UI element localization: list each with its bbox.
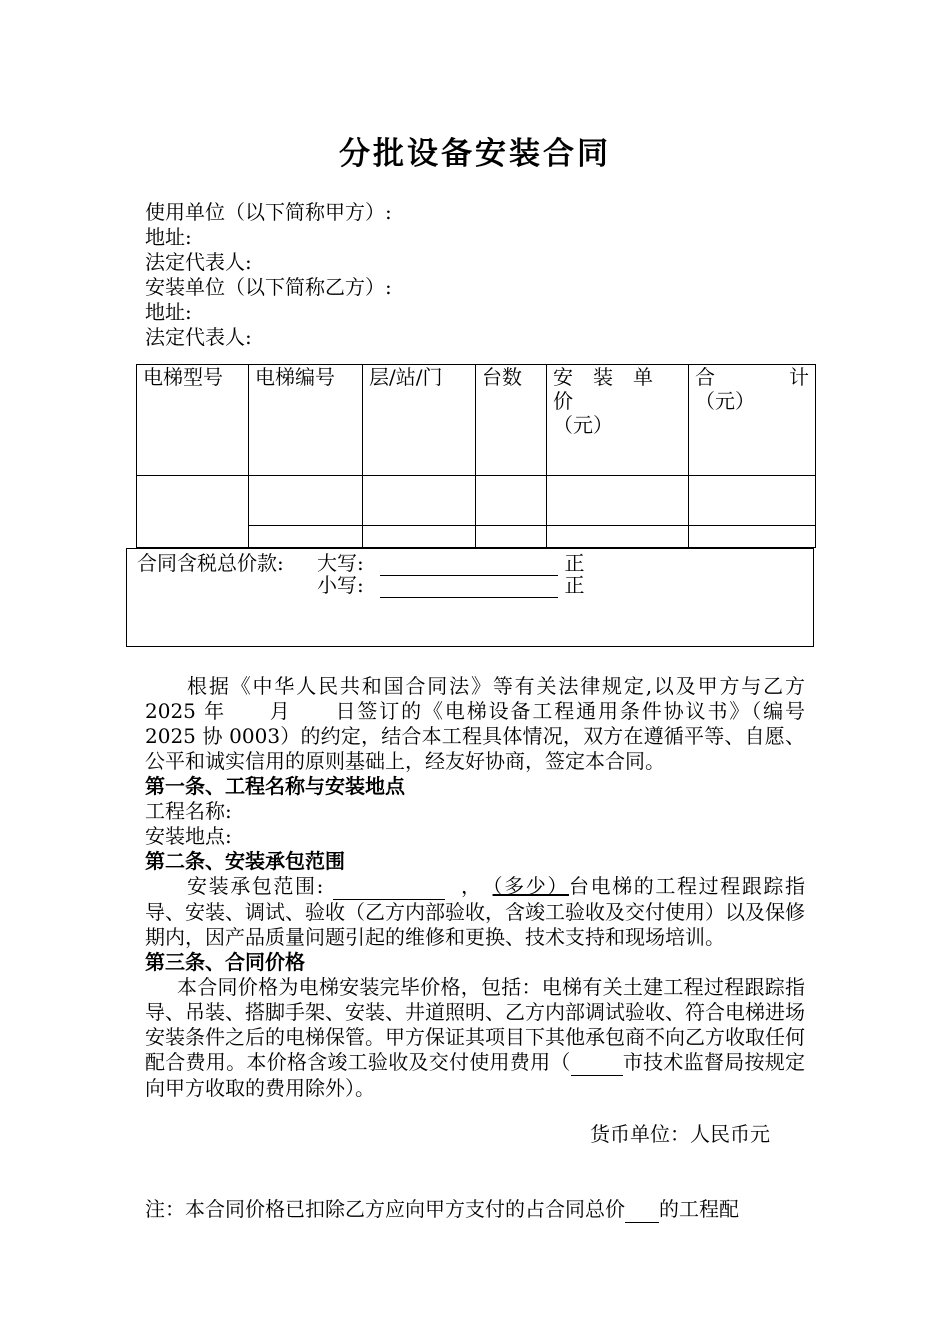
article-1-heading: 第一条、工程名称与安装地点 [145,774,405,798]
table-row [137,476,816,526]
party-b-representative-label: 法定代表人: [145,325,252,349]
page-title: 分批设备安装合同 [339,136,611,172]
note-percent-blank[interactable] [625,1197,659,1223]
header-total [689,365,816,476]
party-a-label: 使用单位（以下简称甲方）: [145,200,392,224]
elevator-table [136,364,816,548]
project-name-label: 工程名称: [145,799,232,823]
note-suffix: 的工程配 [659,1197,739,1221]
header-count: 台数 [476,365,547,476]
article-2-heading: 第二条、安装承包范围 [145,849,345,873]
party-b-label: 安装单位（以下简称乙方）: [145,275,392,299]
total-price-small-row [317,573,584,598]
table-cell [547,526,689,548]
total-price-box [126,548,814,647]
big-amount-suffix: 正 [564,551,585,575]
header-floors: 层/站/门 [363,365,476,476]
table-cell [476,476,547,526]
table-cell [547,476,689,526]
header-total-line2: （元） [695,389,755,413]
scope-comma: ， [459,874,483,898]
article-3-heading: 第三条、合同价格 [145,950,305,974]
header-unit-price-line2: （元） [553,413,613,437]
table-cell [689,476,816,526]
header-total-char1: 合 [695,365,715,389]
article-3-paragraph [145,975,805,1101]
party-a-representative-label: 法定代表人: [145,250,252,274]
elevator-count: （多少） [492,874,569,898]
scope-text: 台电梯的工程过程跟踪指导、安装、调试、验收（乙方内部验收，含竣工验收及交付使用）以及保修期内，因产品质量问题引起的维修和更换、技术支持和现场培训。 [145,874,806,949]
header-model: 电梯型号 [137,365,249,476]
table-header-row [137,365,816,476]
note-line [145,1197,739,1223]
note-prefix: 注：本合同价格已扣除乙方应向甲方支付的占合同总价 [145,1197,625,1221]
small-amount-label: 小写: [317,573,364,597]
article-2-paragraph [145,874,805,950]
city-blank[interactable] [571,1050,623,1076]
table-cell [363,526,476,548]
total-price-label: 合同含税总价款: [137,551,284,575]
table-cell [476,526,547,548]
big-amount-label: 大写: [317,551,364,575]
currency-unit: 货币单位：人民币元 [590,1122,770,1146]
header-unit-price [547,365,689,476]
table-cell [137,476,249,548]
table-cell [363,476,476,526]
contract-body [145,674,805,1101]
header-number: 电梯编号 [249,365,363,476]
small-amount-blank[interactable] [380,573,558,598]
table-cell [249,526,363,548]
price-text-2: 市技术监督局按规定向甲方收取的费用除外）。 [145,1050,806,1100]
party-a-address-label: 地址: [145,225,192,249]
install-site-label: 安装地点: [145,824,232,848]
table-cell [689,526,816,548]
small-amount-suffix: 正 [564,573,585,597]
table-cell [249,476,363,526]
scope-blank[interactable] [333,874,445,900]
scope-prefix: 安装承包范围: [187,874,324,898]
header-total-line1 [695,365,809,389]
price-text-1: 本合同价格为电梯安装完毕价格，包括：电梯有关土建工程过程跟踪指导、吊装、搭脚手架、安装、井道照明、乙方内部调试验收、符合电梯进场安装条件之后的电梯保管。甲方保证其项目下其他承包商不向乙方收取任何配合费用。本价格含竣工验收及交付使用费用（ [145,975,805,1074]
header-unit-price-line1: 安 装 单 价 [553,365,673,413]
header-total-char2: 计 [789,365,809,389]
intro-paragraph: 根据《中华人民共和国合同法》等有关法律规定,以及甲方与乙方 2025 年 月 日签订的《电梯设备工程通用条件协议书》（编号 2025 协 0003）的约定，结合本工程具体情况，双方在遵循平等、自愿、公平和诚实信用的原则基础上，经友好协商，签定本合同。 [145,674,805,773]
party-b-address-label: 地址: [145,300,192,324]
